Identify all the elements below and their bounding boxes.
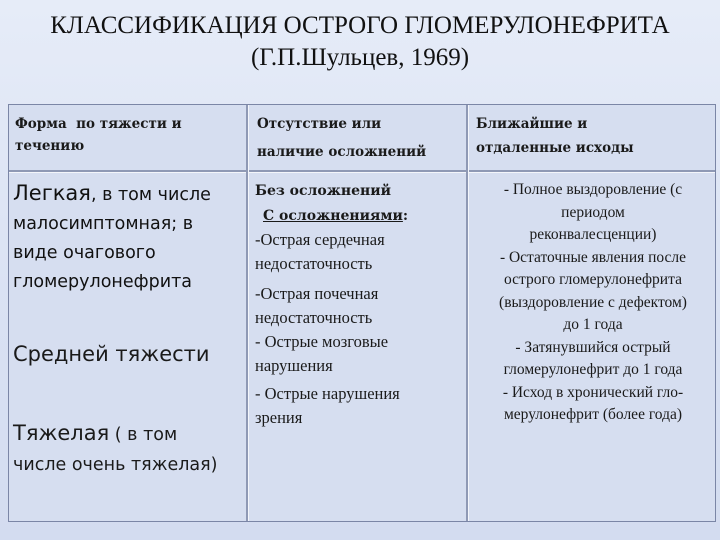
slide-title (0, 10, 720, 74)
classification-table (8, 104, 716, 522)
header-complications-line-1: Отсутствие или (257, 116, 382, 132)
complication-line-4: недостаточность (255, 308, 373, 327)
outcome-line-11: мерулонефрит (более года) (503, 406, 683, 423)
severity-light-word: Легкая (13, 181, 91, 205)
header-divider (9, 170, 715, 172)
complication-line-3: -Острая почечная (255, 284, 379, 303)
complication-line-8: зрения (255, 408, 303, 427)
outcome-line-9: гломерулонефрит до 1 года (503, 361, 683, 378)
header-severity-line-2: течению (15, 138, 85, 154)
severity-light-line-2: малосимптомная; в (13, 214, 194, 234)
header-complications-line-2: наличие осложнений (257, 144, 427, 160)
severity-light (13, 179, 245, 297)
complications-cell (255, 179, 465, 430)
complication-line-7: - Острые нарушения (255, 384, 400, 403)
header-outcomes (476, 113, 711, 159)
header-complications (257, 113, 462, 163)
severity-severe-word: Тяжелая (13, 421, 110, 445)
outcome-line-3: реконвалесценции) (529, 226, 657, 243)
complication-line-5: - Острые мозговые (255, 332, 389, 351)
complications-with-colon: : (402, 208, 409, 224)
outcome-line-8: - Затянувшийся острый (515, 338, 671, 356)
severity-medium: Средней тяжести (13, 342, 210, 366)
severity-severe (13, 418, 245, 480)
header-outcomes-line-1: Ближайшие и (476, 116, 588, 132)
severity-light-line-3: виде очагового (13, 243, 156, 263)
complications-with: С осложнениями (263, 208, 403, 224)
column-divider-2 (466, 105, 468, 521)
title-line-2: (Г.П.Шульцев, 1969) (250, 44, 470, 71)
outcome-line-1: - Полное выздоровление (с (503, 181, 683, 198)
complications-none: Без осложнений (255, 183, 392, 199)
complication-line-2: недостаточность (255, 254, 373, 273)
severity-light-rest: , в том числе (90, 185, 211, 205)
severity-light-line-4: гломерулонефрита (13, 272, 192, 292)
outcome-line-5: острого гломерулонефрита (504, 271, 682, 288)
complication-line-1: -Острая сердечная (255, 230, 385, 249)
outcome-line-10: - Исход в хронический гло- (502, 383, 684, 401)
severity-severe-rest: ( в том (109, 425, 178, 445)
title-line-1: КЛАССИФИКАЦИЯ ОСТРОГО ГЛОМЕРУЛОНЕФРИТА (50, 12, 670, 39)
outcomes-cell (473, 179, 713, 427)
header-severity (15, 113, 243, 157)
severity-severe-line-2: числе очень тяжелая) (13, 455, 218, 475)
complication-line-6: нарушения (255, 356, 333, 375)
header-outcomes-line-2: отдаленные исходы (476, 140, 634, 156)
outcome-line-7: до 1 года (563, 316, 623, 333)
header-severity-line-1: Форма по тяжести и (15, 116, 182, 132)
outcome-line-4: - Остаточные явления после (499, 248, 687, 266)
outcome-line-6: (выздоровление с дефектом) (499, 293, 687, 311)
column-divider-1 (246, 105, 248, 521)
outcome-line-2: периодом (561, 203, 625, 221)
